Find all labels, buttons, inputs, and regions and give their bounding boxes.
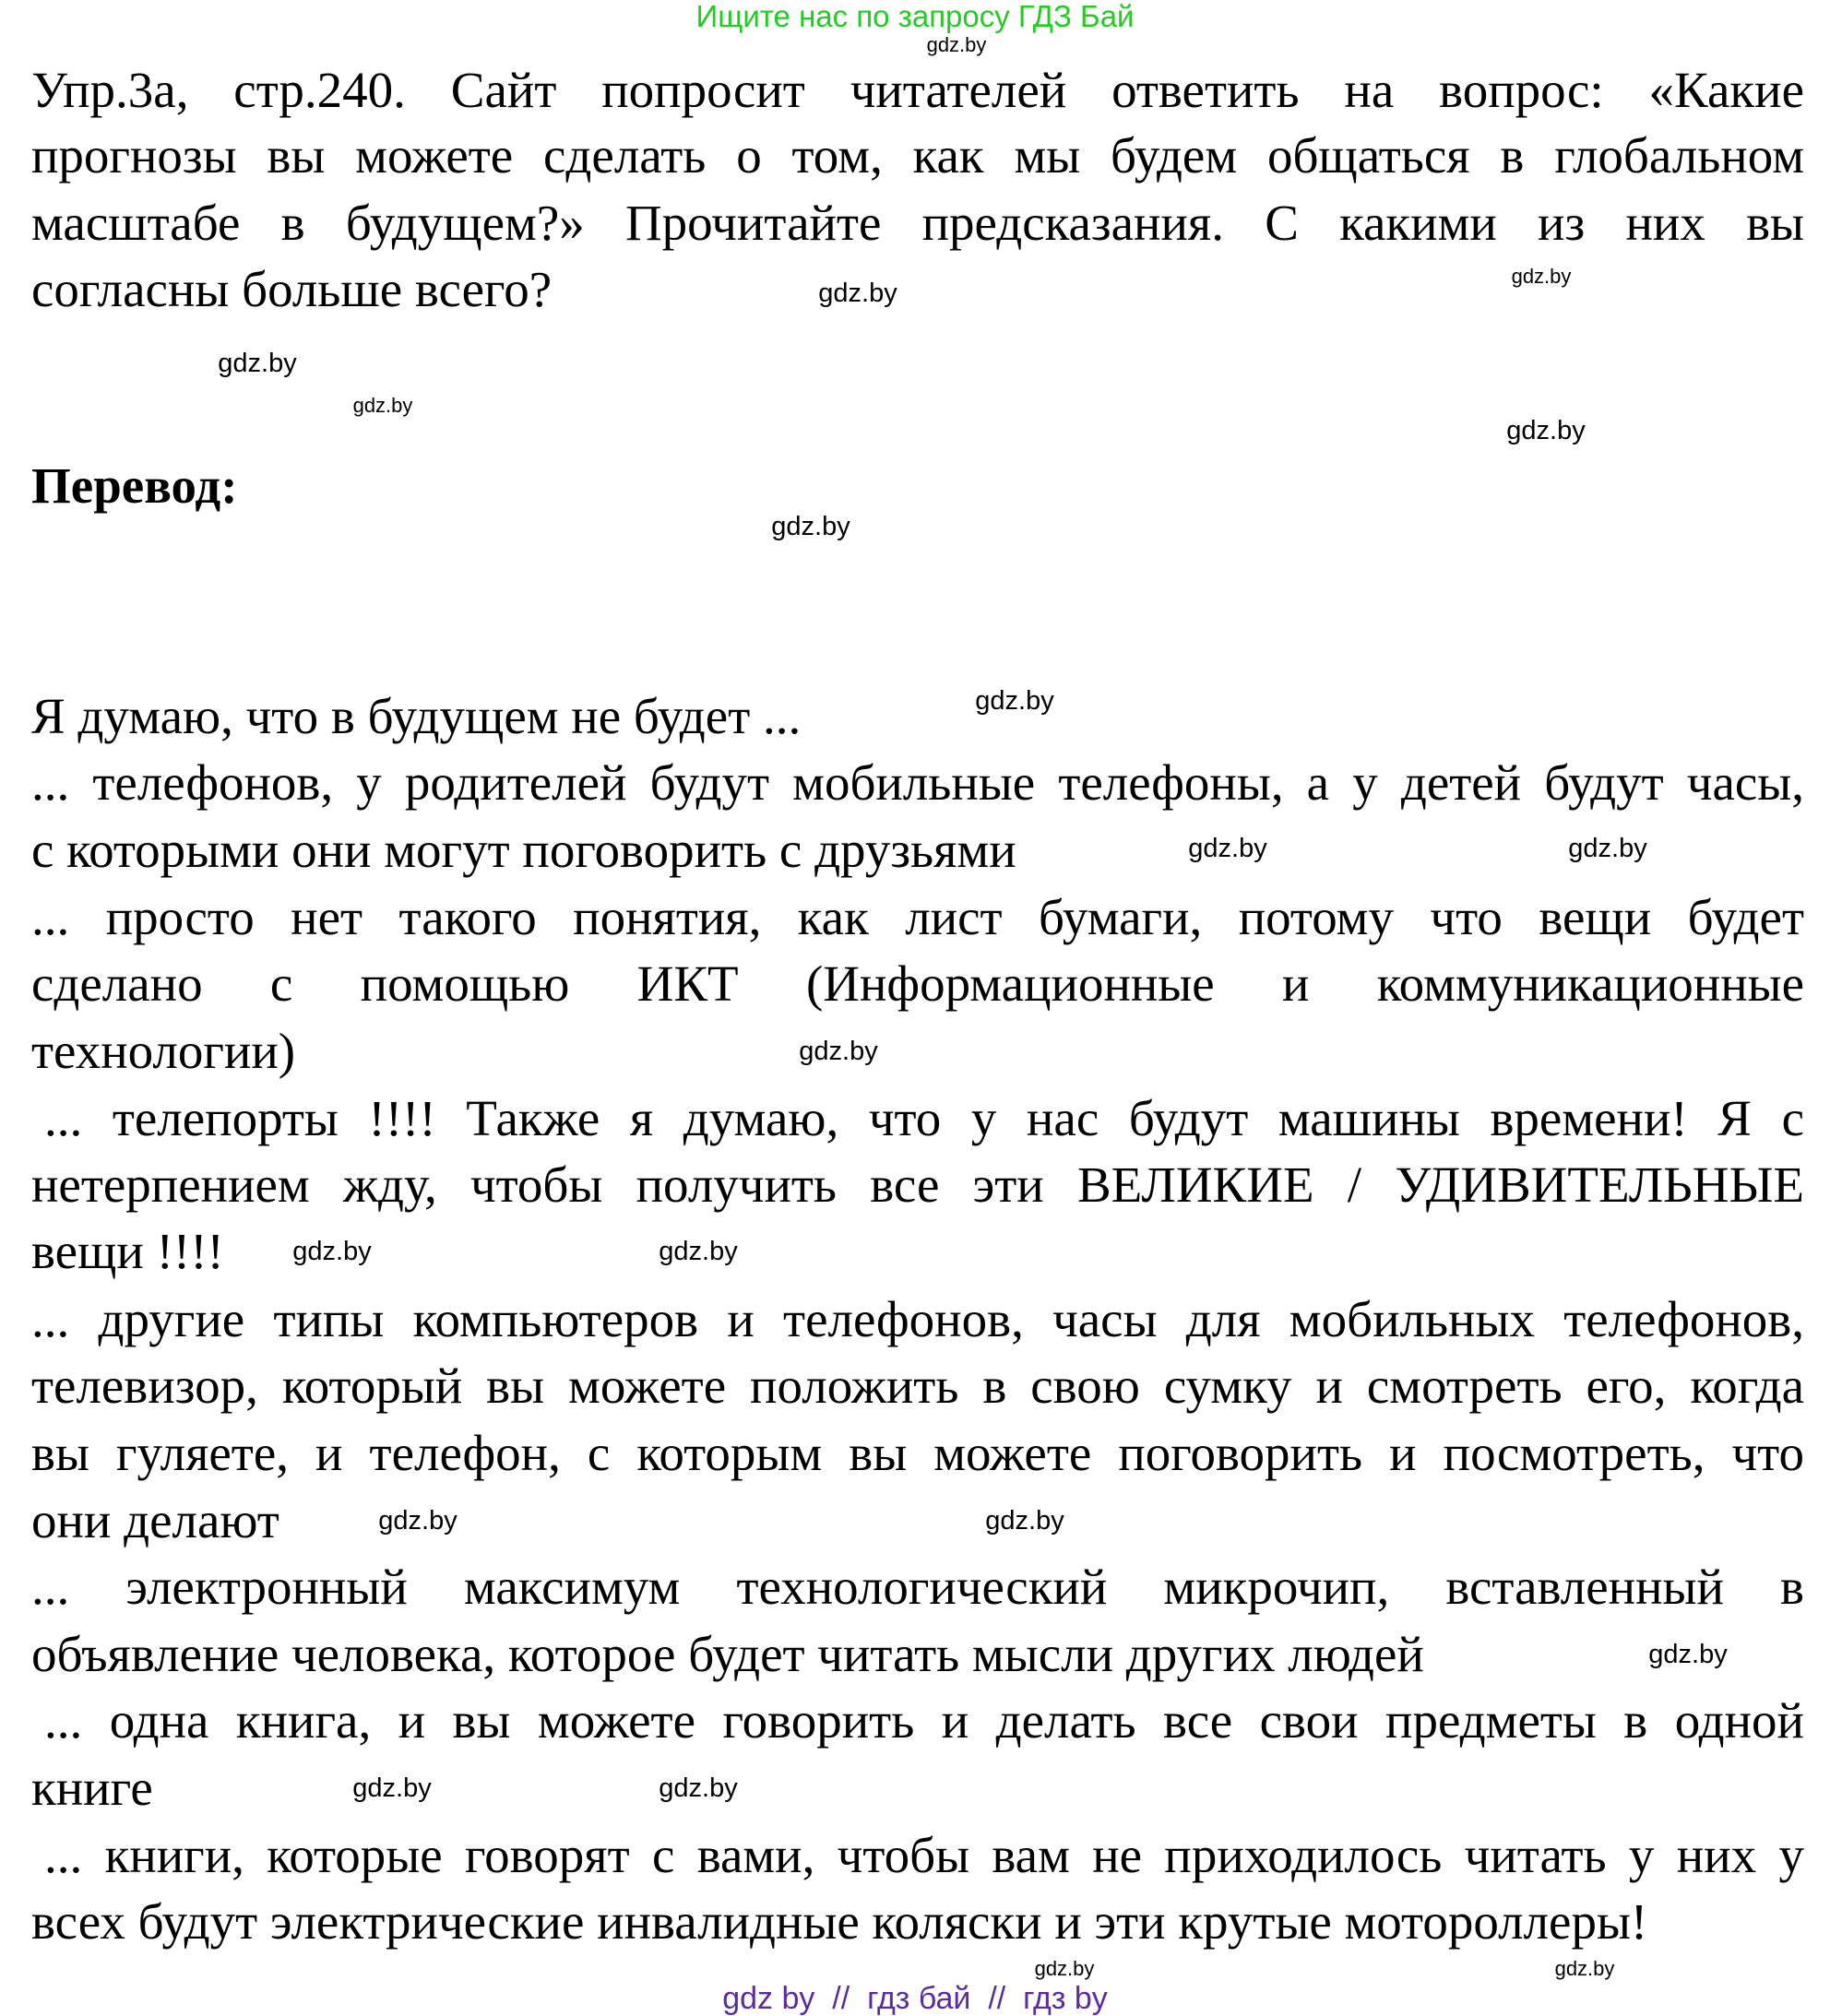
watermark: gdz.by <box>1554 1957 1615 1980</box>
watermark: gdz.by <box>378 1506 458 1536</box>
watermark: gdz.by <box>659 1237 738 1266</box>
translation-line: телевизор, который вы можете положить в свою сумку и смотреть его, когда <box>31 1358 1804 1414</box>
translation-line: ... книги, которые говорят с вами, чтобы вам не приходилось читать у них у <box>44 1827 1804 1883</box>
watermark: gdz.by <box>818 279 897 308</box>
watermark: gdz.by <box>1506 416 1586 445</box>
watermark: gdz.by <box>352 394 413 417</box>
translation-line: с которыми они могут поговорить с друзьями <box>31 822 1016 878</box>
watermark: gdz.by <box>218 349 297 378</box>
watermark: gdz.by <box>1648 1640 1728 1669</box>
watermark: gdz.by <box>352 1773 432 1803</box>
watermark: gdz.by <box>1188 834 1267 863</box>
watermark: gdz.by <box>1034 1957 1095 1980</box>
watermark: gdz.by <box>1511 265 1572 288</box>
watermark: gdz.by <box>292 1237 372 1266</box>
translation-line: объявление человека, которое будет читать мысли других людей <box>31 1626 1424 1682</box>
watermark: gdz.by <box>799 1037 878 1066</box>
task-line: масштабе в будущем?» Прочитайте предсказания. С какими из них вы <box>31 195 1804 251</box>
translation-heading: Перевод: <box>31 457 238 514</box>
watermark: gdz.by <box>771 512 850 541</box>
watermark: gdz.by <box>659 1773 738 1803</box>
translation-line: ... телепорты !!!! Также я думаю, что у нас будут машины времени! Я с <box>44 1090 1804 1146</box>
watermark: gdz.by <box>1568 834 1647 863</box>
translation-line: ... телефонов, у родителей будут мобильные телефоны, а у детей будут часы, <box>31 754 1804 811</box>
translation-line: книге <box>31 1760 153 1816</box>
translation-line: Я думаю, что в будущем не будет ... <box>31 688 802 744</box>
task-line: прогнозы вы можете сделать о том, как мы будем общаться в глобальном <box>31 127 1804 184</box>
translation-line: нетерпением жду, чтобы получить все эти ВЕЛИКИЕ / УДИВИТЕЛЬНЫЕ <box>31 1156 1804 1213</box>
translation-line: вещи !!!! <box>31 1223 224 1279</box>
translation-line: технологии) <box>31 1023 296 1079</box>
task-line: согласны больше всего? <box>31 261 553 317</box>
translation-line: вы гуляете, и телефон, с которым вы можете поговорить и посмотреть, что <box>31 1425 1804 1481</box>
footer-links: gdz by // гдз бай // гдз by <box>722 1981 1108 2016</box>
translation-line: всех будут электрические инвалидные коляски и эти крутые мотороллеры! <box>31 1893 1648 1950</box>
watermark: gdz.by <box>926 33 987 56</box>
watermark: gdz.by <box>975 686 1054 716</box>
translation-line: ... просто нет такого понятия, как лист бумаги, потому что вещи будет <box>31 889 1804 945</box>
translation-line: ... одна книга, и вы можете говорить и делать все свои предметы в одной <box>44 1692 1804 1749</box>
translation-line: они делают <box>31 1492 279 1548</box>
translation-line: ... другие типы компьютеров и телефонов, часы для мобильных телефонов, <box>31 1291 1804 1347</box>
watermark: gdz.by <box>985 1506 1064 1536</box>
task-line: Упр.3а, стр.240. Сайт попросит читателей ответить на вопрос: «Какие <box>31 62 1804 118</box>
translation-line: ... электронный максимум технологический микрочип, вставленный в <box>31 1559 1804 1615</box>
translation-line: сделано с помощью ИКТ (Информационные и коммуникационные <box>31 955 1804 1012</box>
search-banner: Ищите нас по запросу ГДЗ Бай <box>695 0 1135 33</box>
